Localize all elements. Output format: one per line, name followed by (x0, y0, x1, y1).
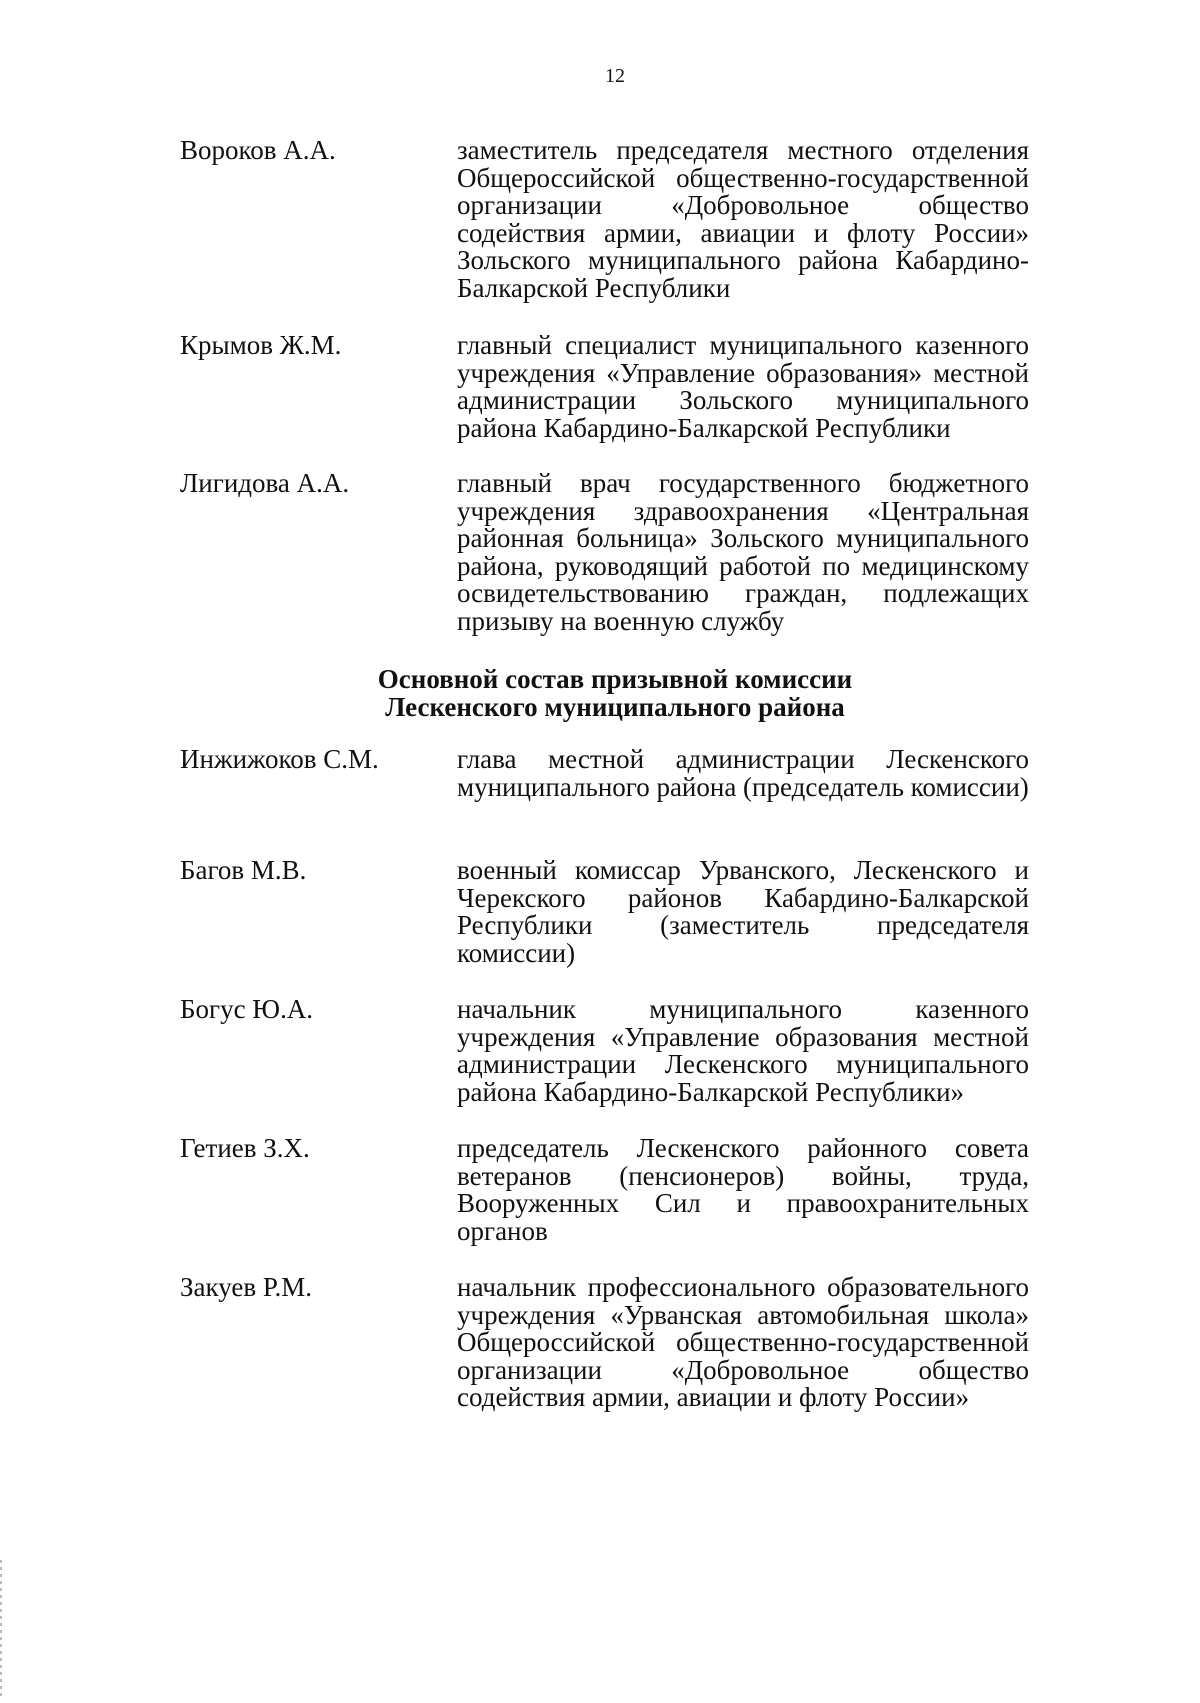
member-name: Гетиев З.Х. (180, 1133, 310, 1163)
member-position: главный специалист муниципального казенного учреждения «Управление образования» местной администрации Зольского муниципального района Кабардино-Балкарской Республики (457, 330, 1029, 443)
member-position: начальник муниципального казенного учреждения «Управление образования местной администрации Лескенского муниципального района Кабардино-Балкарской Республики» (457, 994, 1029, 1107)
scan-edge-artifact (0, 1560, 2, 1700)
member-name: Багов М.В. (180, 855, 307, 885)
member-name: Вороков А.А. (180, 135, 336, 165)
member-name: Крымов Ж.М. (180, 330, 342, 360)
member-position: председатель Лескенского районного совета ветеранов (пенсионеров) войны, труда, Вооруженных Сил и правоохранительных органов (457, 1133, 1029, 1246)
member-position: глава местной администрации Лескенского муниципального района (председатель комиссии) (457, 744, 1029, 802)
member-position: начальник профессионального образовательного учреждения «Урванская автомобильная школа» Общероссийской общественно-государственной организации «Добровольное общество содействия армии, авиации и флоту России» (457, 1272, 1029, 1413)
member-name: Богус Ю.А. (180, 994, 314, 1024)
member-position: военный комиссар Урванского, Лескенского и Черекского районов Кабардино-Балкарской Республики (заместитель председателя комиссии) (457, 855, 1029, 968)
section-heading (0, 665, 1200, 721)
member-name: Закуев Р.М. (180, 1272, 313, 1302)
member-position: главный врач государственного бюджетного учреждения здравоохранения «Центральная районная больница» Зольского муниципального района, руководящий работой по медицинскому освидетельствованию граждан, подлежащих призыву на военную службу (457, 468, 1029, 636)
member-name: Инжижоков С.М. (180, 744, 379, 774)
member-position: заместитель председателя местного отделения Общероссийской общественно-государственной организации «Добровольное общество содействия армии, авиации и флоту России» Зольского муниципального района Кабардино-Балкарской Республики (457, 135, 1029, 303)
page-number: 12 (605, 65, 625, 87)
section-heading-line2: Лескенского муниципального района (385, 692, 845, 722)
section-heading-line1: Основной состав призывной комиссии (377, 664, 853, 694)
member-name: Лигидова А.А. (180, 468, 350, 498)
